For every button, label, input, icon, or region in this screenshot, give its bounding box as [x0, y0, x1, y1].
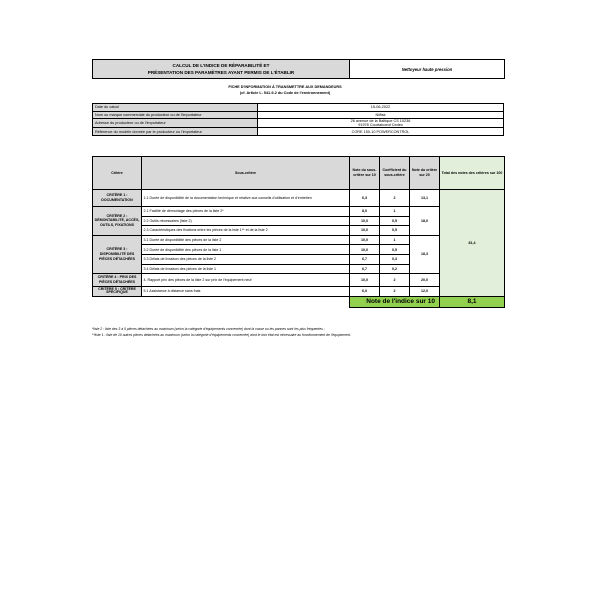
subtitle-line-1: FICHE D'INFORMATION À TRANSMETTRE AUX DEMANDEURS [228, 85, 342, 89]
sub-criterion-label: 2.1 Facilité de démontage des pièces de la liste 2* [142, 207, 350, 217]
sub-criterion-coef: 2 [380, 287, 410, 297]
sub-criterion-note: 10,0 [350, 274, 380, 287]
title-line-2: PRÉSENTATION DES PARAMÈTRES AYANT PERMIS DE L'ÉTABLIR [147, 69, 295, 75]
address-value [258, 119, 504, 128]
table-row [93, 190, 505, 207]
criterion-3-note: 18,3 [410, 235, 440, 273]
header-coefficient: Coefficient du sous-critère [380, 157, 410, 190]
criterion-5-note: 12,0 [410, 287, 440, 297]
table-header-row [93, 157, 505, 190]
info-table [92, 103, 504, 136]
sub-criterion-coef: 0,5 [380, 245, 410, 255]
header-note-sous-critere: Note du sous-critère sur 10 [350, 157, 380, 190]
sub-criterion-label: 4. Rapport prix des pièces de la liste 2 sur prix de l'équipement neuf [142, 274, 350, 287]
brand-value: Nilfisk [258, 111, 504, 119]
criterion-5-label: CRITÈRE 5 : CRITÈRE SPÉCIFIQUE [93, 287, 142, 297]
criterion-2-label: CRITÈRE 2 : DÉMONTABILITÉ, ACCÈS, OUTILS, FIXATIONS [93, 207, 142, 236]
sub-criterion-label: 3.4 Délais de livraison des pièces de la liste 1 [142, 264, 350, 274]
brand-label: Nom ou marque commerciale du producteur ou de l'importateur [93, 111, 258, 119]
address-line-1: 26 avenue de la Baltique CS 10236 [350, 119, 411, 123]
info-row-brand [93, 111, 504, 119]
header-sous-critere: Sous-critère [142, 157, 350, 190]
sub-criterion-note: 10,0 [350, 235, 380, 245]
header-critere: Critère [93, 157, 142, 190]
address-line-2: 91978 Courtaboeuf Cedex [358, 123, 403, 128]
total-score: 81,4 [440, 190, 505, 297]
product-type: Nettoyeur haute pression [350, 59, 505, 79]
header-note-critere: Note du critère sur 20 [410, 157, 440, 190]
sub-criterion-note: 10,0 [350, 245, 380, 255]
sub-criterion-label: 5.1 Assistance à distance sans frais [142, 287, 350, 297]
info-row-date [93, 104, 504, 112]
sub-criterion-label: 3.3 Délais de livraison des pièces de la liste 2 [142, 254, 350, 264]
sub-criterion-coef: 0,5 [380, 226, 410, 236]
final-score-row [93, 296, 505, 307]
criterion-4-note: 20,0 [410, 274, 440, 287]
sub-criterion-coef: 1 [380, 207, 410, 217]
model-label: Référence du modèle donnée par le producteur ou l'importateur [93, 128, 258, 136]
sub-criterion-label: 3.2 Durée de disponibilité des pièces de la liste 1 [142, 245, 350, 255]
sub-criterion-label: 2.2 Outils nécessaires (liste 2) [142, 216, 350, 226]
criterion-4-label: CRITÈRE 4 : PRIX DES PIÈCES DÉTACHÉES [93, 274, 142, 287]
sub-criterion-coef: 2 [380, 190, 410, 207]
info-row-model [93, 128, 504, 136]
footnote-list-2: *liste 2 : liste des 3 à 5 pièces détachées au maximum (selon la catégorie d'équipements concernée) dont la casse ou les pannes sont les plus fréquentes ; [92, 327, 325, 331]
final-score-value: 8,1 [440, 296, 505, 307]
sub-criterion-label: 1.1 Durée de disponibilité de la documentation technique et relative aux conseils d'utilisation et d'entretien [142, 190, 350, 207]
score-table [92, 156, 505, 308]
sub-criterion-note: 10,0 [350, 226, 380, 236]
document-title [92, 59, 350, 79]
sub-criterion-note: 6,0 [350, 287, 380, 297]
final-score-label: Note de l'indice sur 10 [350, 296, 440, 307]
criterion-2-note: 18,0 [410, 207, 440, 236]
title-line-1: CALCUL DE L'INDICE DE RÉPARABILITÉ ET [172, 63, 270, 68]
sub-criterion-coef: 2 [380, 274, 410, 287]
sub-criterion-coef: 1 [380, 235, 410, 245]
criterion-1-label: CRITÈRE 1 : DOCUMENTATION [93, 190, 142, 207]
sub-criterion-label: 3.1 Durée de disponibilité des pièces de la liste 2 [142, 235, 350, 245]
sub-criterion-label: 2.3 Caractéristiques des fixations entre les pièces de la liste 1** et de la liste 2 [142, 226, 350, 236]
sub-criterion-coef: 0,2 [380, 264, 410, 274]
criterion-1-note: 13,1 [410, 190, 440, 207]
info-row-address [93, 119, 504, 128]
criterion-3-label: CRITÈRE 3 : DISPONIBILITÉ DES PIÈCES DÉTACHÉES [93, 235, 142, 273]
footnote-list-1: **liste 1 : liste de 10 autres pièces détachées au maximum (selon la catégorie d'équipements concernée) dont le bon état est nécessaire au fonctionnement de l'équipement. [92, 333, 351, 337]
date-label: Date du calcul [93, 104, 258, 112]
sub-criterion-coef: 0,3 [380, 254, 410, 264]
sub-criterion-coef: 0,5 [380, 216, 410, 226]
subtitle-line-2: (cf. Article L. 541-9-2 du Code de l'environnement) [239, 90, 331, 95]
sub-criterion-note: 10,0 [350, 216, 380, 226]
sub-criterion-note: 8,0 [350, 207, 380, 217]
model-value: CORE 150-10 POWERCONTROL [258, 128, 504, 136]
sub-criterion-note: 6,7 [350, 254, 380, 264]
sub-criterion-note: 6,3 [350, 190, 380, 207]
header-total: Total des notes des critères sur 100 [440, 157, 505, 190]
info-sheet-heading [160, 85, 410, 96]
address-label: Adresse du producteur ou de l'importateur [93, 119, 258, 128]
date-value: 15-06-2022 [258, 104, 504, 112]
sub-criterion-note: 6,7 [350, 264, 380, 274]
